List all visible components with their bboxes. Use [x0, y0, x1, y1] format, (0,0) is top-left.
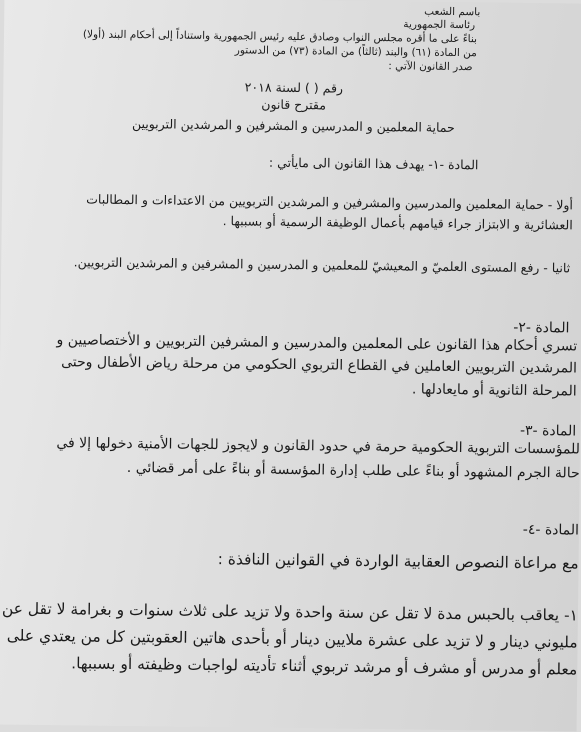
presidency-line: رئاسة الجمهورية	[403, 18, 476, 32]
law-number-line: رقم ( ) لسنة ٢٠١٨	[244, 79, 344, 96]
preamble-line-2: من المادة (٦١) والبند (ثالثاً) من المادة (٧٣) من الدستور	[234, 44, 477, 60]
article-2-line-3: المرحلة الثانوية أو مايعادلها .	[411, 381, 577, 400]
proposal-line: مقترح قانون	[261, 96, 327, 113]
article-3-line-2: حالة الجرم المشهود أو بناءً على طلب إدارة المؤسسة أو بناءً على أمر قضائي .	[126, 460, 580, 482]
law-title: حماية المعلمين و المدرسين و المشرفين و المرشدين التربويين	[131, 116, 455, 135]
article-2-line-2: المرشدين التربويين العاملين في القطاع التربوي الحكومي من مرحلة رياض الأطفال وحتى	[61, 354, 578, 377]
basmala: باسم الشعب	[424, 5, 481, 19]
article-3-line-1: للمؤسسات التربوية الحكومية حرمة في حدود القانون و لايجوز للجهات الأمنية دخولها إلا في	[56, 435, 581, 458]
article-4-line-4: معلم أو مدرس أو مشرف أو مرشد تربوي أثناء تأديته لواجبات وظيفته أو بسببها.	[71, 654, 578, 679]
article-4-line-2: ١- يعاقب بالحبس مدة لا تقل عن سنة واحدة ولا تزيد على ثلاث سنوات و بغرامة لا تقل عن	[1, 599, 579, 625]
preamble-line-1: بناءً على ما أقره مجلس النواب وصادق عليه رئيس الجمهورية واستناداً إلى أحكام البند (أولا)	[82, 28, 478, 46]
article-4-heading: المادة -٤-	[522, 521, 580, 539]
issued-line: صدر القانون الآتي :	[388, 60, 473, 74]
article-1-heading: المادة -١- يهدف هذا القانون الى مايأتي :	[268, 154, 479, 173]
article-2-heading: المادة -٢-	[513, 319, 570, 337]
article-4-line-1: مع مراعاة النصوص العقابية الواردة في القوانين النافذة :	[217, 550, 579, 573]
article-1-first-line-1: أولا - حماية المعلمين والمدرسين والمشرفين و المرشدين التربويين من الاعتداءات و المطالبات	[86, 191, 574, 213]
article-1-first-line-2: العشائرية و الابتزاز جراء قيامهم بأعمال الوظيفة الرسمية أو بسببها .	[222, 213, 573, 233]
article-2-line-1: تسري أحكام هذا القانون على المعلمين والمدرسين و المشرفين التربويين و الأختصاصيين و	[56, 332, 578, 355]
article-4-line-3: مليوني دينار و لا تزيد على عشرة ملايين دينار أو بأحدى هاتين العقوبتين كل من يعتدي على	[6, 626, 578, 652]
article-3-heading: المادة -٣-	[519, 422, 577, 440]
article-1-second-line: ثانيا - رفع المستوى العلميّ و المعيشيّ للمعلمين و المدرسين و المشرفين و المرشدين التربويين.	[73, 254, 571, 276]
